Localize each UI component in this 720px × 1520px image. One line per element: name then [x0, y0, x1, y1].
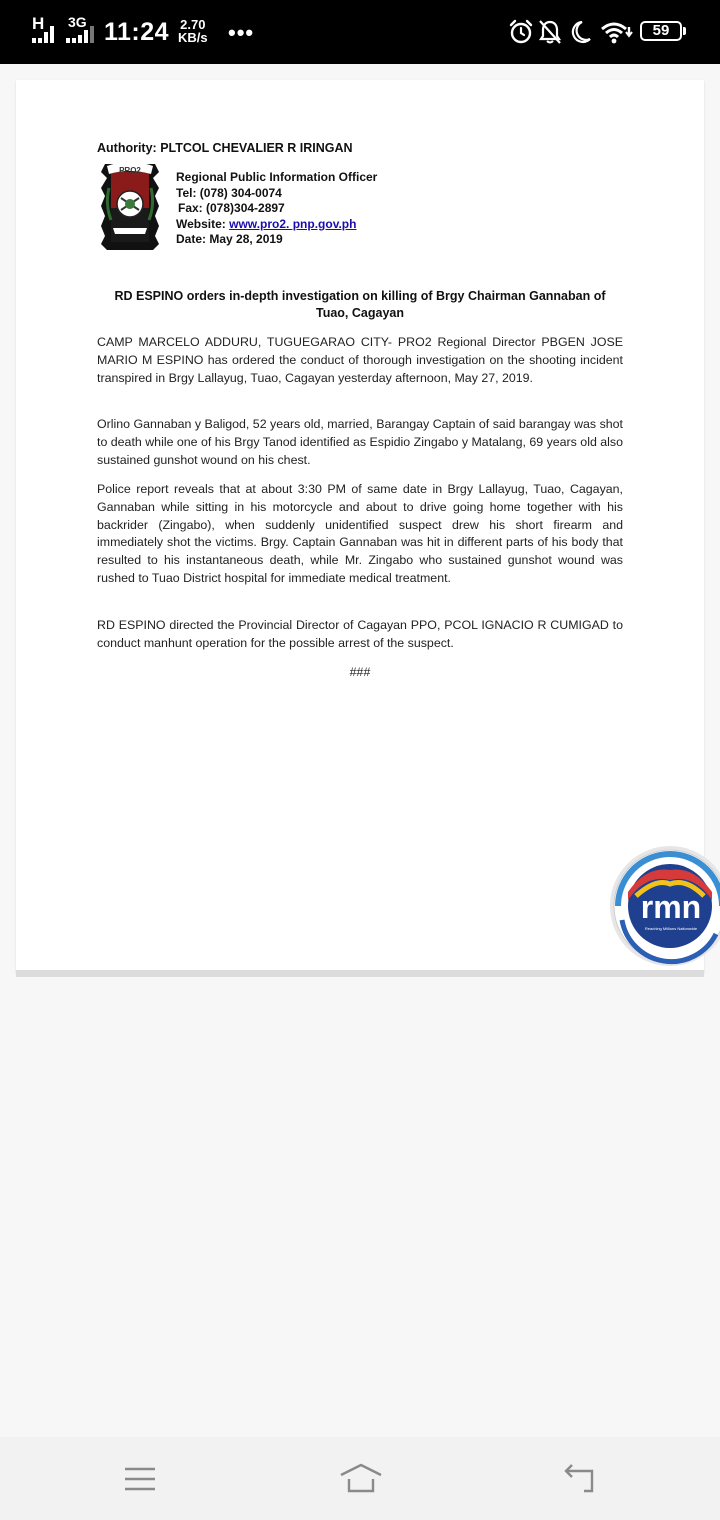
rmn-logo-badge[interactable] — [606, 844, 720, 974]
battery-cap — [683, 27, 686, 35]
alarm-icon — [508, 19, 534, 45]
clock: 11:24 — [104, 18, 170, 46]
more-notifications-icon: ••• — [228, 20, 255, 45]
contact-tel: Tel: (078) 304-0074 — [176, 185, 282, 200]
press-release-headline: RD ESPINO orders in-depth investigation on killing of Brgy Chairman Gannaban of Tuao, Cagayan — [114, 289, 606, 320]
navigation-bar — [0, 1437, 720, 1520]
website-label: Website: — [176, 216, 226, 231]
network-speed-value: 2.70 — [180, 17, 206, 32]
pro2-logo — [97, 158, 163, 254]
contact-fax: Fax: (078)304-2897 — [178, 201, 285, 216]
end-mark: ### — [349, 665, 371, 679]
wifi-icon — [600, 21, 634, 45]
authority-name: PLTCOL CHEVALIER R IRINGAN — [160, 141, 353, 155]
network-type-label: H — [32, 14, 45, 33]
paragraph-1: CAMP MARCELO ADDURU, TUGUEGARAO CITY- PRO2 Regional Director PBGEN JOSE MARIO M ESPINO has ordered the conduct of thorough investigation on the shooting incident transpired in Brgy Lallayug, Tuao, Cagayan yesterday afternoon, May 27, 2019. — [97, 335, 623, 385]
signal-icon — [32, 16, 98, 44]
network-speed-unit: KB/s — [178, 30, 208, 45]
contact-block — [176, 170, 377, 248]
network-speed — [178, 18, 208, 44]
menu-icon[interactable] — [120, 1459, 160, 1499]
contact-website — [176, 217, 377, 233]
contact-role: Regional Public Information Officer — [176, 170, 378, 184]
paragraph-4: RD ESPINO directed the Provincial Director of Cagayan PPO, PCOL IGNACIO R CUMIGAD to conduct manhunt operation for the possible arrest of the suspect. — [97, 618, 623, 650]
page-edge — [16, 970, 704, 977]
status-bar — [0, 0, 720, 64]
contact-date: Date: May 28, 2019 — [176, 232, 283, 247]
network-indicator — [32, 16, 98, 44]
paragraph-3: Police report reveals that at about 3:30 PM of same date in Brgy Lallayug, Tuao, Cagayan, Gannaban while sitting in his motorcycle and about to drive going home together with his backrider (Zingabo), when suddenly unidentified suspect drew his short firearm and immediately shot the victims. Brgy. Captain Gannaban was hit in different parts of his body that resulted to his instantaneous death, while Mr. Zingabo who sustained gunshot wound was rushed to Tuao District hospital for immediate medical treatment. — [97, 482, 623, 585]
bell-off-icon — [538, 19, 562, 45]
authority-line — [97, 141, 353, 155]
website-link[interactable]: www.pro2. pnp.gov.ph — [229, 216, 357, 231]
rmn-tagline: Reaching Millions Nationwide — [644, 926, 698, 931]
home-icon[interactable] — [338, 1459, 384, 1499]
logo-text: PRO2 — [119, 166, 141, 175]
rmn-brand-text: rmn — [640, 889, 702, 925]
network-type-3g-label: 3G — [68, 14, 87, 30]
moon-icon — [568, 19, 592, 45]
document-page — [16, 80, 704, 973]
back-icon[interactable] — [558, 1459, 598, 1499]
paragraph-2: Orlino Gannaban y Baligod, 52 years old, married, Barangay Captain of said barangay was shot to death while one of his Brgy Tanod identified as Espidio Zingabo y Matalang, 69 years old also sustained gunshot wound on his chest. — [97, 417, 624, 467]
authority-label: Authority: — [97, 141, 157, 155]
battery-level: 59 — [652, 22, 670, 39]
